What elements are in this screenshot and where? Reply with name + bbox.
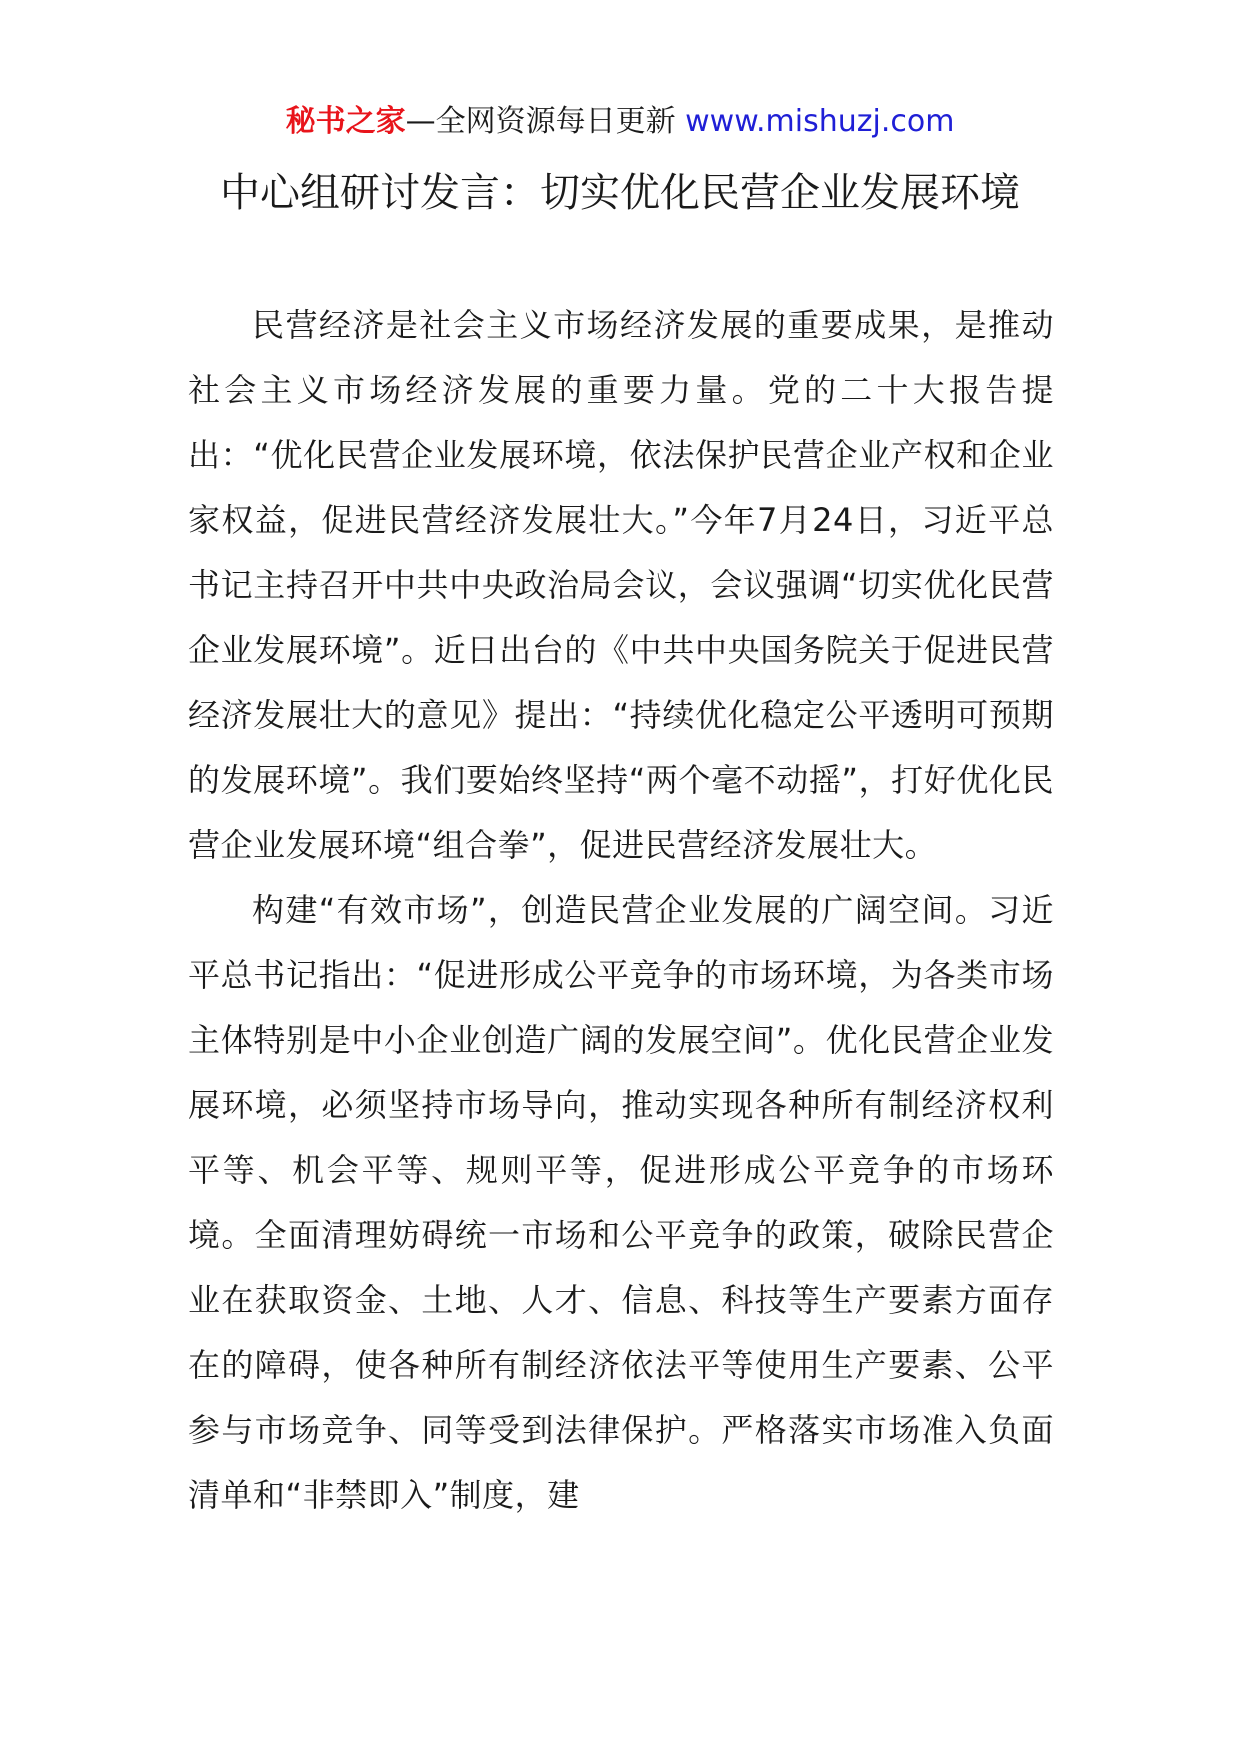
- paragraph-effective-market: 构建“有效市场”，创造民营企业发展的广阔空间。习近平总书记指出：“促进形成公平竞争的市场环境，为各类市场主体特别是中小企业创造广阔的发展空间”。优化民营企业发展环境，必须坚持市场导向，推动实现各种所有制经济权利平等、机会平等、规则平等，促进形成公平竞争的市场环境。全面清理妨碍统一市场和公平竞争的政策，破除民营企业在获取资金、土地、人才、信息、科技等生产要素方面存在的障碍，使各种所有制经济依法平等使用生产要素、公平参与市场竞争、同等受到法律保护。严格落实市场准入负面清单和“非禁即入”制度，建: [188, 891, 1054, 1514]
- site-url-link[interactable]: www.mishuzj.com: [685, 104, 955, 139]
- document-title: 中心组研讨发言：切实优化民营企业发展环境: [220, 170, 1020, 216]
- brand-name: 秘书之家: [285, 104, 406, 139]
- site-header: [0, 100, 1240, 144]
- header-tagline: —全网资源每日更新: [405, 104, 676, 139]
- document-body: [188, 293, 1054, 1528]
- paragraph-intro: 民营经济是社会主义市场经济发展的重要成果，是推动社会主义市场经济发展的重要力量。党的二十大报告提出：“优化民营企业发展环境，依法保护民营企业产权和企业家权益，促进民营经济发展壮大。”今年7月24日，习近平总书记主持召开中共中央政治局会议，会议强调“切实优化民营企业发展环境”。近日出台的《中共中央国务院关于促进民营经济发展壮大的意见》提出：“持续优化稳定公平透明可预期的发展环境”。我们要始终坚持“两个毫不动摇”，打好优化民营企业发展环境“组合拳”，促进民营经济发展壮大。: [188, 306, 1054, 864]
